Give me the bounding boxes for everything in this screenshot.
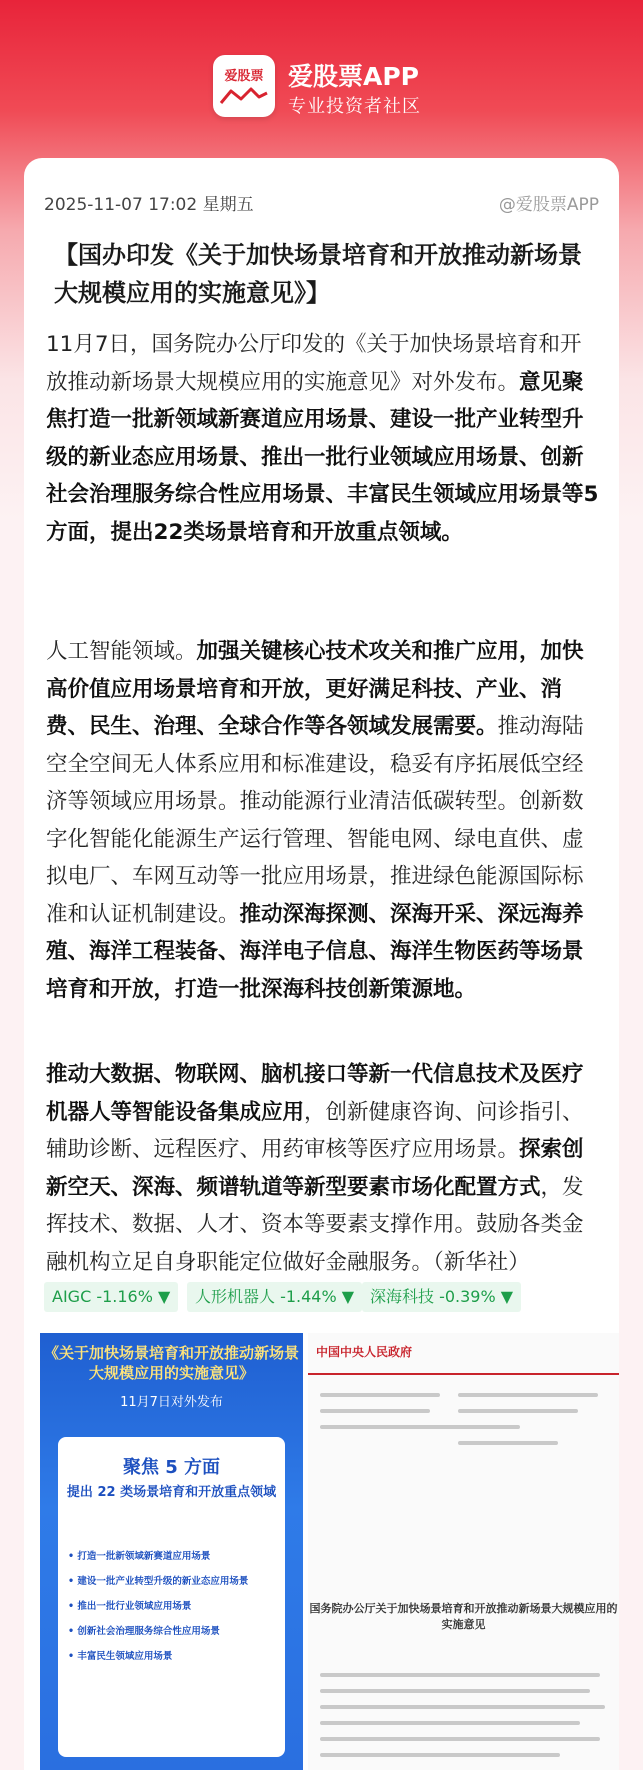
post-paragraph-1 [46,326,601,551]
infographic-item: • 推出一批行业领域应用场景 [68,1601,192,1612]
post-paragraph-3 [46,1056,601,1281]
post-paragraph-2 [46,633,601,1008]
p2-bold-1: 加强关键核心技术攻关和推广应用，加快高价值应用场景培育和开放，更好满足科技、产业、消费、民生、治理、全球合作等各领域发展需要。 [46,639,584,739]
doc-line [320,1409,430,1413]
infographic-focus: 聚焦 5 方面 [122,1457,221,1478]
post-date: 2025-11-07 17:02 星期五 [44,195,254,215]
p1-normal-1: 11月7日，国务院办公厅印发的《关于加快场景培育和开放推动新场景大规模应用的实施意见》对外发布。 [46,332,582,395]
infographic-focus-sub: 提出 22 类场景培育和开放重点领域 [66,1485,277,1500]
post-title: 【国办印发《关于加快场景培育和开放推动新场景大规模应用的实施意见》】 [54,241,582,307]
p3-bold-2: 探索创新空天、深海、频谱轨道等新型要素市场化配置方式 [46,1137,584,1200]
gov-site-name: 中国中央人民政府 [316,1345,413,1359]
doc-line [320,1753,560,1757]
infographic-item: • 创新社会治理服务综合性应用场景 [68,1626,220,1637]
doc-line [320,1737,600,1741]
p2-bold-2: 推动深海探测、深海开采、深远海养殖、海洋工程装备、海洋电子信息、海洋生物医药等场景培育和开放，打造一批深海科技创新策源地。 [46,901,584,1002]
doc-line [458,1441,558,1445]
p2-normal-2: 推动海陆空全空间无人体系应用和标准建设，稳妥有序拓展低空经济等领域应用场景。推动能源行业清洁低碳转型。创新数字化智能化能源生产运行管理、智能电网、绿电直供、虚拟电厂、车网互动等一批应用场景，推进绿色能源国际标准和认证机制建设。 [46,714,584,927]
doc-line [458,1409,578,1413]
p3-normal-1: ，创新健康咨询、问诊指引、辅助诊断、远程医疗、用药审核等医疗应用场景。 [46,1099,584,1162]
infographic-title: 《关于加快场景培育和开放推动新场景大规模应用的实施意见》 [43,1344,299,1382]
p2-normal-1: 人工智能领域。 [46,639,197,664]
doc-line [320,1393,440,1397]
doc-title: 国务院办公厅关于加快场景培育和开放推动新场景大规模应用的实施意见 [309,1602,618,1631]
app-name: 爱股票APP [288,62,419,91]
doc-line [320,1689,590,1693]
p3-bold-1: 推动大数据、物联网、脑机接口等新一代信息技术及医疗机器人等智能设备集成应用 [46,1062,584,1125]
doc-line [458,1393,598,1397]
post-image-infographic[interactable] [40,1333,303,1770]
infographic-item: • 建设一批产业转型升级的新业态应用场景 [68,1576,249,1587]
doc-line [320,1673,600,1677]
post-card [24,158,619,1770]
app-header [0,0,643,160]
post-source: @爱股票APP [498,195,599,215]
doc-line [320,1721,580,1725]
infographic-subtitle: 11月7日对外发布 [120,1395,223,1410]
infographic-banner [40,1333,303,1410]
stock-tag-humanoid-robot[interactable]: 人形机器人 -1.44% ▼ [187,1282,362,1312]
stock-tag-deep-sea-tech[interactable]: 深海科技 -0.39% ▼ [362,1282,521,1312]
app-logo [213,55,275,117]
p1-bold-1: 意见聚焦打造一批新领域新赛道应用场景、建设一批产业转型升级的新业态应用场景、推出一批行业领域应用场景、创新社会治理服务综合性应用场景、丰富民生领域应用场景等5方面，提出22类场景培育和开放重点领域。 [46,369,599,545]
infographic-list [68,1547,278,1672]
stock-tag-aigc[interactable]: AIGC -1.16% ▼ [44,1282,178,1312]
app-slogan: 专业投资者社区 [288,96,421,117]
post-image-document[interactable] [308,1333,619,1770]
infographic-item: • 打造一批新领域新赛道应用场景 [68,1551,211,1562]
doc-line [320,1425,520,1429]
logo-text: 爱股票 [224,69,264,84]
p3-normal-2: ，发挥技术、数据、人才、资本等要素支撑作用。鼓励各类金融机构立足自身职能定位做好金融服务。（新华社） [46,1174,584,1275]
infographic-panel [58,1437,285,1757]
chart-logo-icon [219,83,269,109]
infographic-item: • 丰富民生领域应用场景 [68,1651,173,1662]
gov-site-header [308,1333,619,1375]
doc-line [320,1705,605,1709]
